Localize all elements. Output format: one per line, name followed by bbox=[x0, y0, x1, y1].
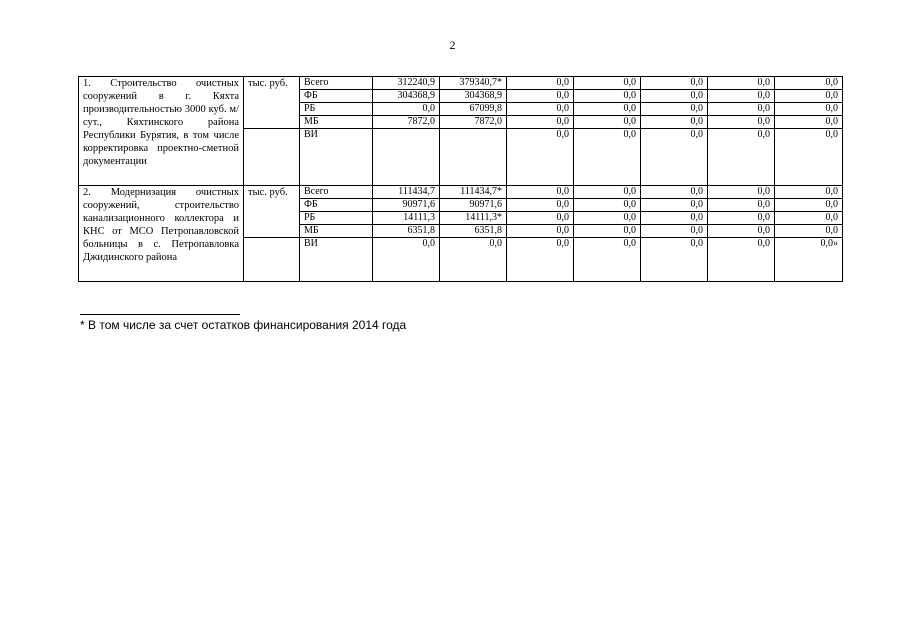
amount-cell: 0,0 bbox=[641, 225, 708, 238]
funding-source: МБ bbox=[300, 225, 373, 238]
amount-cell: 0,0 bbox=[775, 90, 843, 103]
amount-cell: 0,0 bbox=[574, 186, 641, 199]
amount-cell: 0,0 bbox=[440, 238, 507, 282]
unit-cell-empty bbox=[244, 129, 300, 186]
funding-source: РБ bbox=[300, 212, 373, 225]
amount-cell: 0,0 bbox=[641, 238, 708, 282]
amount-cell: 7872,0 bbox=[373, 116, 440, 129]
amount-cell: 0,0 bbox=[708, 186, 775, 199]
amount-cell: 90971,6 bbox=[373, 199, 440, 212]
amount-cell: 0,0 bbox=[574, 90, 641, 103]
amount-cell: 0,0 bbox=[641, 116, 708, 129]
amount-cell: 0,0 bbox=[574, 77, 641, 90]
amount-cell: 0,0 bbox=[574, 103, 641, 116]
amount-cell: 0,0 bbox=[507, 116, 574, 129]
amount-cell: 0,0 bbox=[641, 103, 708, 116]
amount-cell: 67099,8 bbox=[440, 103, 507, 116]
amount-cell: 304368,9 bbox=[373, 90, 440, 103]
amount-cell: 0,0 bbox=[574, 116, 641, 129]
unit-cell-empty bbox=[244, 238, 300, 282]
amount-cell: 0,0» bbox=[775, 238, 843, 282]
amount-cell: 379340,7* bbox=[440, 77, 507, 90]
amount-cell: 0,0 bbox=[775, 225, 843, 238]
amount-cell: 0,0 bbox=[708, 77, 775, 90]
amount-cell: 0,0 bbox=[708, 129, 775, 186]
measure-description: 1. Строительство очистных сооружений в г. Кяхта производительностью 3000 куб. м/сут., Кяхтинского района Республики Бурятия, в том числе корректировка проектно-сметной документации bbox=[79, 77, 244, 186]
amount-cell: 0,0 bbox=[708, 212, 775, 225]
funding-source: ВИ bbox=[300, 129, 373, 186]
amount-cell: 0,0 bbox=[708, 238, 775, 282]
funding-source: ВИ bbox=[300, 238, 373, 282]
amount-cell: 90971,6 bbox=[440, 199, 507, 212]
funding-source: РБ bbox=[300, 103, 373, 116]
amount-cell: 0,0 bbox=[775, 186, 843, 199]
amount-cell: 111434,7* bbox=[440, 186, 507, 199]
table-row bbox=[79, 186, 843, 199]
table-row bbox=[79, 77, 843, 90]
amount-cell: 0,0 bbox=[574, 199, 641, 212]
amount-cell: 0,0 bbox=[641, 129, 708, 186]
unit-cell: тыс. руб. bbox=[244, 186, 300, 238]
amount-cell: 0,0 bbox=[641, 90, 708, 103]
amount-cell: 0,0 bbox=[574, 238, 641, 282]
amount-cell: 111434,7 bbox=[373, 186, 440, 199]
amount-cell: 0,0 bbox=[373, 103, 440, 116]
amount-cell: 0,0 bbox=[574, 212, 641, 225]
amount-cell: 0,0 bbox=[507, 225, 574, 238]
funding-source: ФБ bbox=[300, 199, 373, 212]
amount-cell: 304368,9 bbox=[440, 90, 507, 103]
amount-cell: 0,0 bbox=[641, 199, 708, 212]
amount-cell: 0,0 bbox=[507, 186, 574, 199]
amount-cell: 0,0 bbox=[641, 186, 708, 199]
amount-cell: 0,0 bbox=[641, 212, 708, 225]
amount-cell bbox=[373, 129, 440, 186]
footnote: * В том числе за счет остатков финансирования 2014 года bbox=[80, 318, 407, 332]
amount-cell: 0,0 bbox=[574, 225, 641, 238]
amount-cell: 312240,9 bbox=[373, 77, 440, 90]
amount-cell: 0,0 bbox=[708, 199, 775, 212]
amount-cell: 7872,0 bbox=[440, 116, 507, 129]
amount-cell: 0,0 bbox=[373, 238, 440, 282]
amount-cell: 0,0 bbox=[775, 116, 843, 129]
amount-cell: 0,0 bbox=[708, 90, 775, 103]
amount-cell: 0,0 bbox=[708, 116, 775, 129]
funding-source: Всего bbox=[300, 77, 373, 90]
amount-cell: 0,0 bbox=[507, 212, 574, 225]
funding-source: ФБ bbox=[300, 90, 373, 103]
funding-source: Всего bbox=[300, 186, 373, 199]
amount-cell: 0,0 bbox=[507, 90, 574, 103]
table-body bbox=[79, 77, 843, 282]
amount-cell: 0,0 bbox=[507, 77, 574, 90]
amount-cell: 0,0 bbox=[775, 212, 843, 225]
amount-cell: 0,0 bbox=[775, 103, 843, 116]
page-number: 2 bbox=[449, 38, 456, 52]
amount-cell: 6351,8 bbox=[440, 225, 507, 238]
amount-cell: 0,0 bbox=[507, 238, 574, 282]
amount-cell: 0,0 bbox=[775, 77, 843, 90]
amount-cell: 0,0 bbox=[507, 199, 574, 212]
amount-cell: 0,0 bbox=[507, 129, 574, 186]
budget-table bbox=[78, 76, 843, 282]
amount-cell: 0,0 bbox=[775, 199, 843, 212]
amount-cell bbox=[440, 129, 507, 186]
amount-cell: 14111,3 bbox=[373, 212, 440, 225]
amount-cell: 0,0 bbox=[574, 129, 641, 186]
funding-source: МБ bbox=[300, 116, 373, 129]
amount-cell: 0,0 bbox=[641, 77, 708, 90]
footnote-divider bbox=[80, 314, 240, 315]
unit-cell: тыс. руб. bbox=[244, 77, 300, 129]
amount-cell: 0,0 bbox=[507, 103, 574, 116]
measure-description: 2. Модернизация очистных сооружений, строительство канализационного коллектора и КНС от МСО Петропавловской больницы в с. Петропавловка Джидинского района bbox=[79, 186, 244, 282]
amount-cell: 6351,8 bbox=[373, 225, 440, 238]
amount-cell: 14111,3* bbox=[440, 212, 507, 225]
amount-cell: 0,0 bbox=[708, 225, 775, 238]
amount-cell: 0,0 bbox=[775, 129, 843, 186]
amount-cell: 0,0 bbox=[708, 103, 775, 116]
